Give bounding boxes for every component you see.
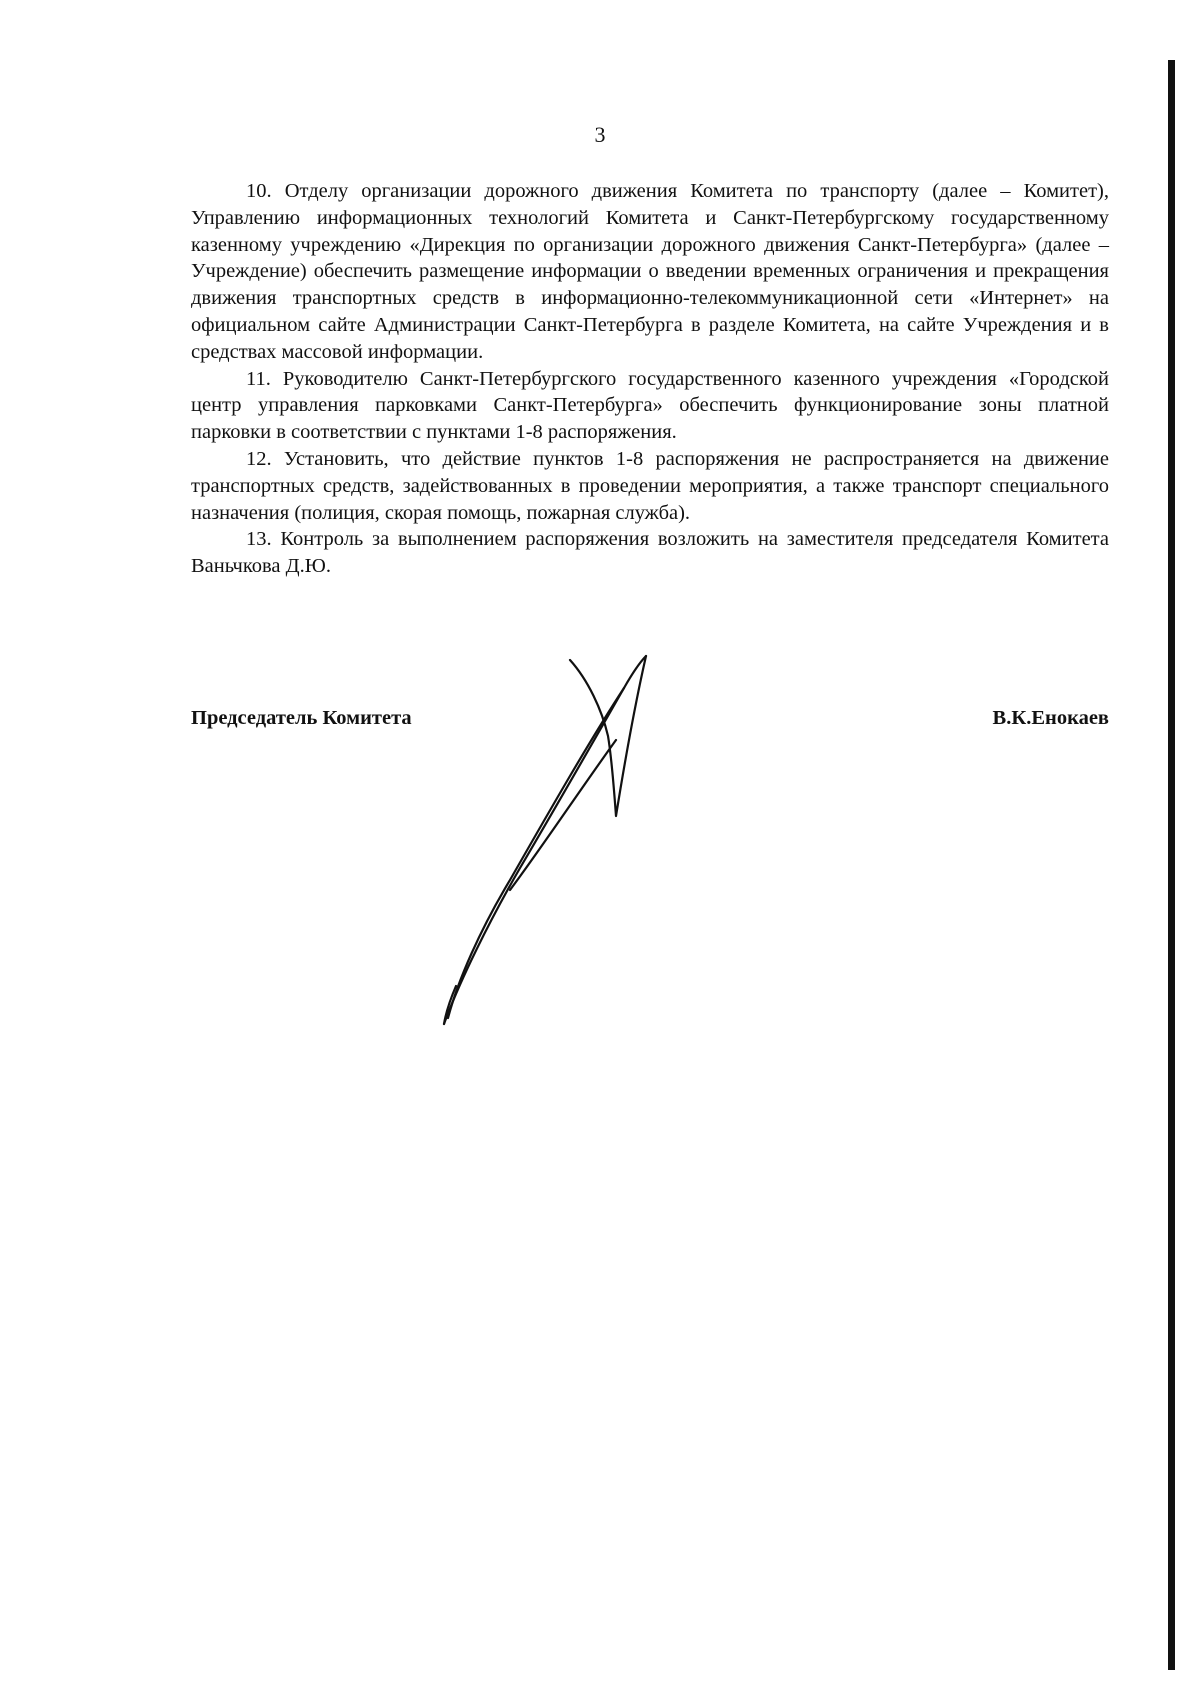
paragraph-13: 13. Контроль за выполнением распоряжения возложить на заместителя председателя Комитета Ваньчкова Д.Ю. [191,528,1109,578]
scan-edge-bar [1168,60,1175,1670]
paragraph-12: 12. Установить, что действие пунктов 1-8 распоряжения не распространяется на движение транспортных средств, задействованных в проведении мероприятия, а также транспорт специального назначения (полиция, скорая помощь, пожарная служба). [191,447,1109,524]
document-body [191,178,1109,580]
signatory-title: Председатель Комитета [191,707,412,729]
signatory-name: В.К.Енокаев [992,707,1109,729]
handwritten-signature-icon [440,640,760,1030]
page-number: 3 [594,122,606,147]
paragraph-10: 10. Отделу организации дорожного движения Комитета по транспорту (далее – Комитет), Управлению информационных технологий Комитета и Санкт-Петербургскому государственному казенному учреждению «Дирекция по организации дорожного движения Санкт-Петербурга» (далее – Учреждение) обеспечить размещение информации о введении временных ограничения и прекращения движения транспортных средств в информационно-телекоммуникационной сети «Интернет» на официальном сайте Администрации Санкт-Петербурга в разделе Комитета, на сайте Учреждения и в средствах массовой информации. [191,180,1109,363]
paragraph-11: 11. Руководителю Санкт-Петербургского государственного казенного учреждения «Городской центр управления парковками Санкт-Петербурга» обеспечить функционирование зоны платной парковки в соответствии с пунктами 1-8 распоряжения. [191,367,1109,444]
